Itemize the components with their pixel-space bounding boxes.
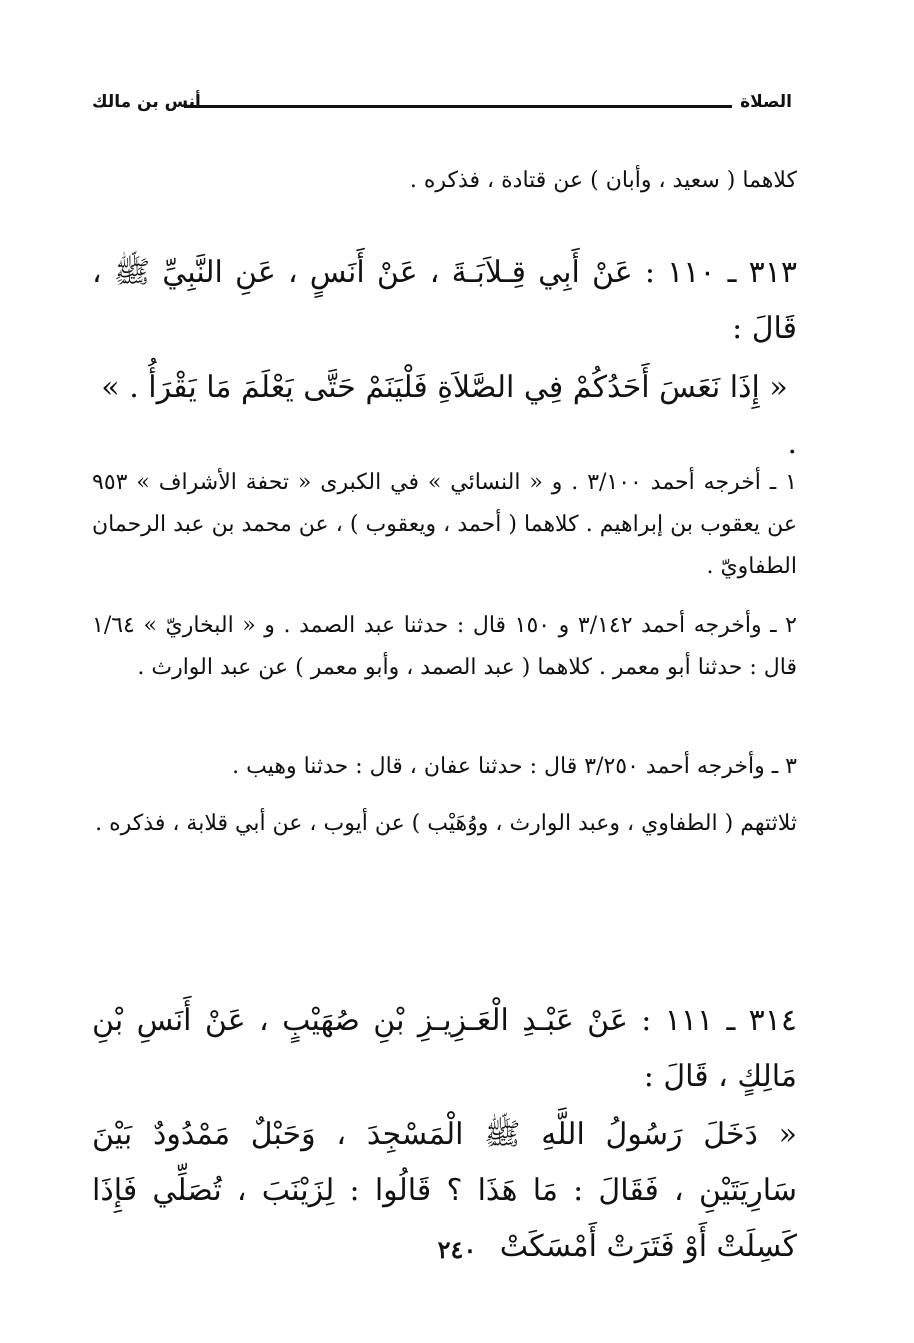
chapter-title: أنس بن مالك <box>92 92 201 112</box>
hadith-314-text: « دَخَلَ رَسُولُ اللَّهِ ﷺ الْمَسْجِدَ ، وَحَبْلٌ مَمْدُودٌ بَيْنَ سَارِيَتَيْنِ ، فَقَالَ : مَا هَذَا ؟ قَالُوا : لِزَيْنَبَ ، تُصَلِّي فَإِذَا كَسِلَتْ أَوْ فَتَرَتْ أَمْسَكَتْ <box>92 1117 797 1264</box>
hadith-313-heading: ٣١٣ ـ ١١٠ : عَنْ أَبِي قِـلاَبَـةَ ، عَنْ أَنَسٍ ، عَنِ النَّبِيِّ ﷺ ، قَالَ : <box>92 255 797 346</box>
intro-line: كلاهما ( سعيد ، وأبان ) عن قتادة ، فذكره . <box>409 168 797 193</box>
page-number: ٢٤٠ <box>437 1235 477 1264</box>
hadith-314-heading: ٣١٤ ـ ١١١ : عَنْ عَبْـدِ الْعَـزِيـزِ بْنِ صُهَيْبٍ ، عَنْ أَنَسِ بْنِ مَالِكٍ ، قَالَ : <box>92 1003 797 1094</box>
footnote-2: ٢ ـ وأخرجه أحمد ٣/١٤٢ و ١٥٠ قال : حدثنا عبد الصمد . و « البخاريّ » ١/٦٤ قال : حدثنا أبو معمر . كلاهما ( عبد الصمد ، وأبو معمر ) عن عبد الوارث . <box>92 613 797 680</box>
hadith-313-text: « إِذَا نَعَسَ أَحَدُكُمْ فِي الصَّلاَةِ فَلْيَنَمْ حَتَّى يَعْلَمَ مَا يَقْرَأُ . » . <box>101 370 797 461</box>
header-rule <box>184 105 732 108</box>
running-header <box>92 92 792 122</box>
footnote-3: ٣ ـ وأخرجه أحمد ٣/٢٥٠ قال : حدثنا عفان ، قال : حدثنا وهيب . <box>232 754 797 779</box>
section-title: الصلاة <box>740 92 792 112</box>
footnote-4: ثلاثتهم ( الطفاوي ، وعبد الوارث ، ووُهَيْب ) عن أيوب ، عن أبي قلابة ، فذكره . <box>95 811 797 836</box>
footnote-1: ١ ـ أخرجه أحمد ٣/١٠٠ . و « النسائي » في الكبرى « تحفة الأشراف » ٩٥٣ عن يعقوب بن إبراهيم . كلاهما ( أحمد ، ويعقوب ) ، عن محمد بن عبد الرحمان الطفاويّ . <box>92 470 797 579</box>
